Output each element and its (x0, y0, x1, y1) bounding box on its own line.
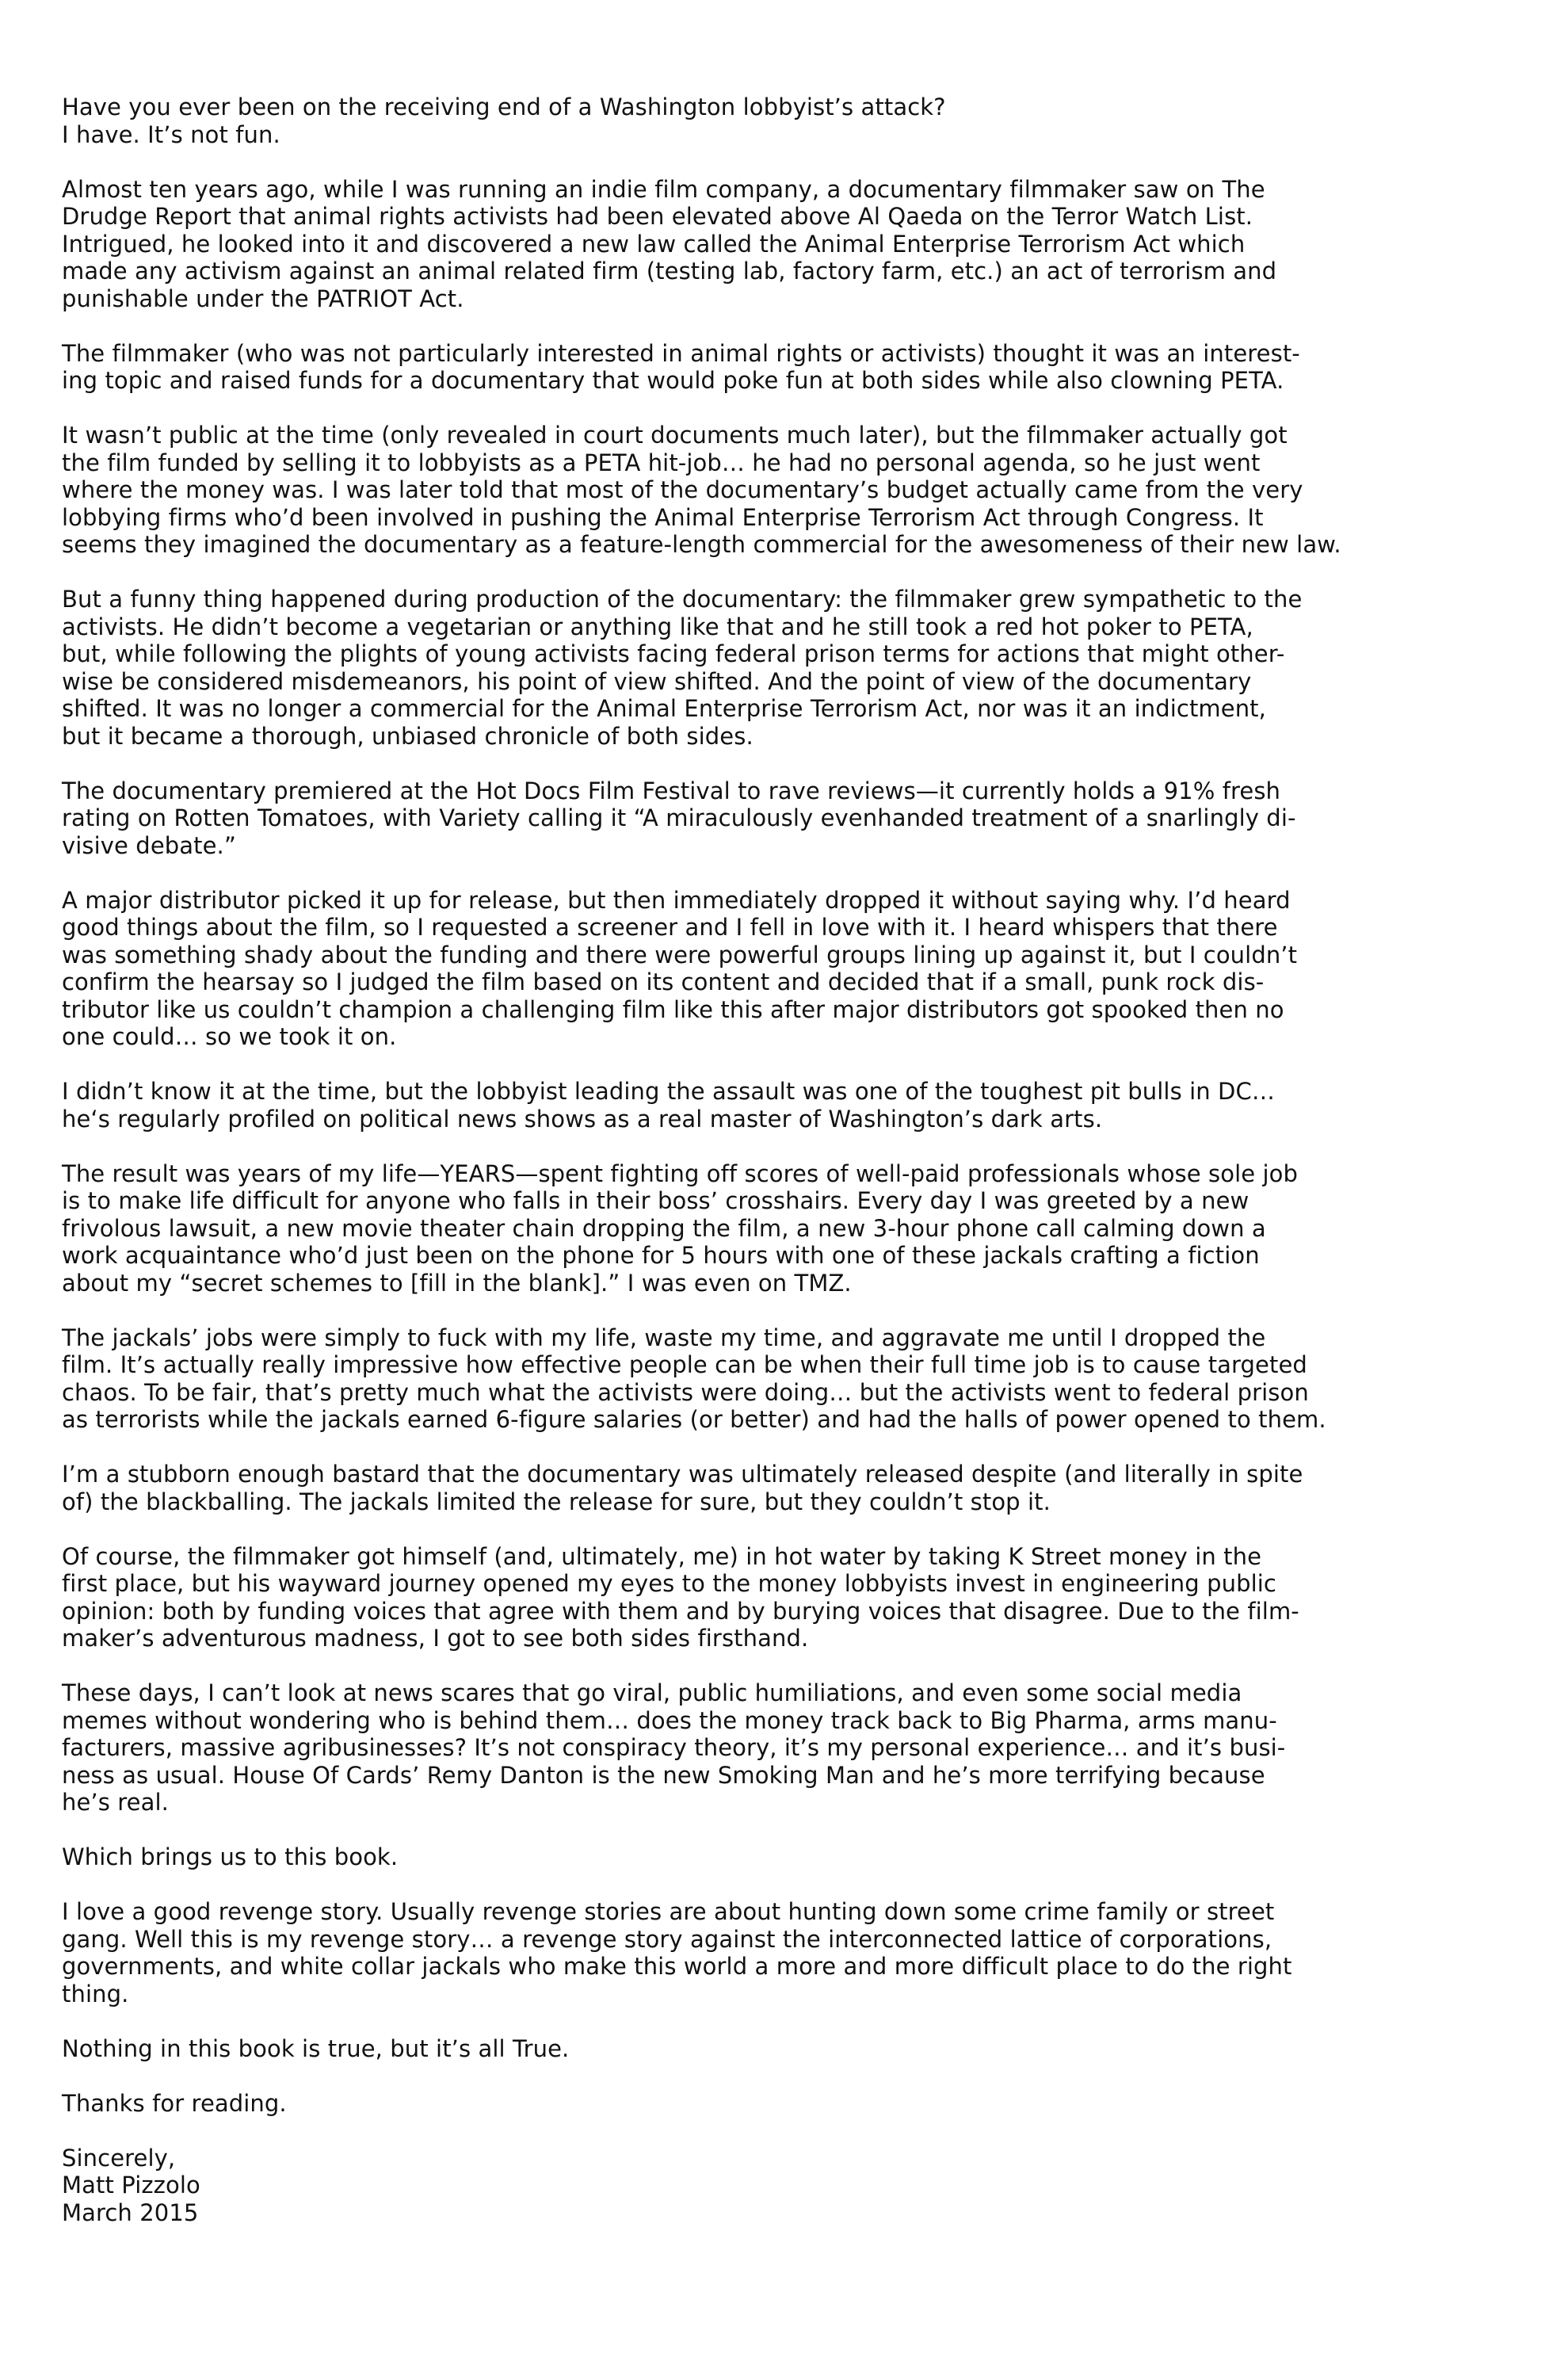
text-line: I have. It’s not fun. (62, 120, 280, 148)
text-line: about my “secret schemes to [fill in the blank].” I was even on TMZ. (62, 1269, 852, 1297)
text-line: Have you ever been on the receiving end of a Washington lobbyist’s attack? (62, 94, 946, 120)
text-line: opinion: both by funding voices that agree with them and by burying voices that disagree. Due to the film- (62, 1597, 1299, 1625)
text-line: Intrigued, he looked into it and discovered a new law called the Animal Enterprise Terrorism Act which (62, 230, 1246, 258)
text-line: It wasn’t public at the time (only revealed in court documents much later), but the filmmaker actually got (62, 422, 1288, 449)
text-line: Almost ten years ago, while I was running an indie film company, a documentary filmmaker saw on The (62, 175, 1265, 203)
letter-paragraph (62, 340, 1425, 395)
text-line: gang. Well this is my revenge story… a revenge story against the interconnected lattice of corporations, (62, 1925, 1272, 1953)
text-line: But a funny thing happened during production of the documentary: the filmmaker grew sympathetic to the (62, 586, 1303, 613)
letter-paragraph (62, 1898, 1425, 2008)
text-line: but, while following the plights of young activists facing federal prison terms for actions that might other- (62, 640, 1285, 667)
letter-paragraph (62, 176, 1425, 313)
text-line: activists. He didn’t become a vegetarian or anything like that and he still took a red hot poker to PETA, (62, 613, 1253, 640)
text-line: confirm the hearsay so I judged the film based on its content and decided that if a small, punk rock dis- (62, 968, 1265, 995)
letter-paragraph (62, 1461, 1425, 1515)
text-line: A major distributor picked it up for release, but then immediately dropped it without saying why. I’d heard (62, 886, 1291, 914)
letter-paragraph (62, 887, 1425, 1051)
text-line: he‘s regularly profiled on political news shows as a real master of Washington’s dark arts. (62, 1105, 1103, 1133)
text-line: he’s real. (62, 1789, 169, 1816)
text-line: Matt Pizzolo (62, 2172, 200, 2199)
text-line: first place, but his wayward journey opened my eyes to the money lobbyists invest in engineering public (62, 1570, 1276, 1597)
text-line: chaos. To be fair, that’s pretty much what the activists were doing… but the activists went to federal prison (62, 1378, 1309, 1406)
text-line: Nothing in this book is true, but it’s all True. (62, 2034, 570, 2062)
text-line: memes without wondering who is behind them… does the money track back to Big Pharma, arms manu- (62, 1706, 1277, 1734)
text-line: March 2015 (62, 2199, 199, 2226)
text-line: tributor like us couldn’t champion a challenging film like this after major distributors got spooked then no (62, 995, 1284, 1023)
letter-paragraph (62, 586, 1425, 750)
text-line: ing topic and raised funds for a documentary that would poke fun at both sides while also clowning PETA. (62, 367, 1284, 394)
text-line: Drudge Report that animal rights activists had been elevated above Al Qaeda on the Terror Watch List. (62, 203, 1253, 230)
text-line: wise be considered misdemeanors, his point of view shifted. And the point of view of the documentary (62, 667, 1252, 695)
text-line: film. It’s actually really impressive how effective people can be when their full time job is to cause targeted (62, 1351, 1307, 1378)
letter-paragraph (62, 1160, 1425, 1297)
text-line: Which brings us to this book. (62, 1843, 399, 1870)
text-line: was something shady about the funding and there were powerful groups lining up against it, but I couldn’t (62, 941, 1298, 968)
text-line: The filmmaker (who was not particularly interested in animal rights or activists) thought it was an interest- (62, 339, 1300, 367)
text-line: rating on Rotten Tomatoes, with Variety calling it “A miraculously evenhanded treatment of a snarlingly di- (62, 804, 1296, 831)
text-line: Sincerely, (62, 2144, 176, 2172)
text-line: seems they imagined the documentary as a feature-length commercial for the awesomeness of their new law. (62, 531, 1341, 558)
text-line: good things about the film, so I requested a screener and I fell in love with it. I heard whispers that there (62, 914, 1278, 941)
letter-paragraph (62, 2145, 1425, 2227)
text-line: ness as usual. House Of Cards’ Remy Danton is the new Smoking Man and he’s more terrifying because (62, 1761, 1265, 1789)
text-line: I didn’t know it at the time, but the lobbyist leading the assault was one of the toughest pit bulls in DC… (62, 1078, 1275, 1105)
text-line: where the money was. I was later told that most of the documentary’s budget actually came from the very (62, 476, 1303, 503)
text-line: of) the blackballing. The jackals limited the release for sure, but they couldn’t stop it. (62, 1488, 1051, 1515)
text-line: frivolous lawsuit, a new movie theater chain dropping the film, a new 3-hour phone call calming down a (62, 1214, 1266, 1242)
text-line: the film funded by selling it to lobbyists as a PETA hit-job… he had no personal agenda, so he just went (62, 449, 1261, 476)
letter-paragraph (62, 1543, 1425, 1652)
text-line: is to make life difficult for anyone who falls in their boss’ crosshairs. Every day I was greeted by a new (62, 1187, 1250, 1214)
text-line: as terrorists while the jackals earned 6-figure salaries (or better) and had the halls of power opened to them. (62, 1406, 1326, 1433)
text-line: punishable under the PATRIOT Act. (62, 285, 464, 312)
text-line: The documentary premiered at the Hot Docs Film Festival to rave reviews—it currently holds a 91% fresh (62, 777, 1281, 804)
text-line: work acquaintance who’d just been on the phone for 5 hours with one of these jackals crafting a fiction (62, 1242, 1260, 1269)
text-line: The jackals’ jobs were simply to fuck with my life, waste my time, and aggravate me until I dropped the (62, 1324, 1266, 1351)
text-line: maker’s adventurous madness, I got to see both sides firsthand. (62, 1625, 809, 1652)
text-line: lobbying firms who’d been involved in pushing the Animal Enterprise Terrorism Act through Congress. It (62, 503, 1264, 531)
text-line: thing. (62, 1980, 129, 2008)
letter-paragraph (62, 2035, 1425, 2063)
letter-paragraph (62, 777, 1425, 860)
text-line: The result was years of my life—YEARS—spent fighting off scores of well-paid professionals whose sole job (62, 1159, 1299, 1187)
text-line: These days, I can’t look at news scares that go viral, public humiliations, and even some social media (62, 1679, 1242, 1706)
letter-paragraph (62, 1078, 1425, 1133)
text-line: facturers, massive agribusinesses? It’s not conspiracy theory, it’s my personal experience… and it’s busi- (62, 1734, 1286, 1761)
letter-paragraph (62, 2090, 1425, 2118)
letter-body (62, 94, 1425, 2254)
text-line: I love a good revenge story. Usually revenge stories are about hunting down some crime family or street (62, 1898, 1275, 1925)
text-line: Of course, the filmmaker got himself (and, ultimately, me) in hot water by taking K Street money in the (62, 1542, 1262, 1570)
letter-paragraph (62, 1679, 1425, 1817)
text-line: made any activism against an animal related firm (testing lab, factory farm, etc.) an act of terrorism and (62, 258, 1277, 285)
letter-paragraph (62, 422, 1425, 559)
text-line: but it became a thorough, unbiased chronicle of both sides. (62, 722, 754, 750)
letter-paragraph (62, 1843, 1425, 1871)
letter-paragraph (62, 94, 1425, 148)
text-line: shifted. It was no longer a commercial for the Animal Enterprise Terrorism Act, nor was it an indictment, (62, 695, 1266, 722)
text-line: visive debate.” (62, 831, 236, 859)
text-line: governments, and white collar jackals who make this world a more and more difficult place to do the right (62, 1953, 1292, 1980)
text-line: one could… so we took it on. (62, 1023, 397, 1050)
text-line: I’m a stubborn enough bastard that the documentary was ultimately released despite (and literally in spite (62, 1461, 1303, 1488)
text-line: Thanks for reading. (62, 2089, 287, 2117)
letter-paragraph (62, 1324, 1425, 1434)
